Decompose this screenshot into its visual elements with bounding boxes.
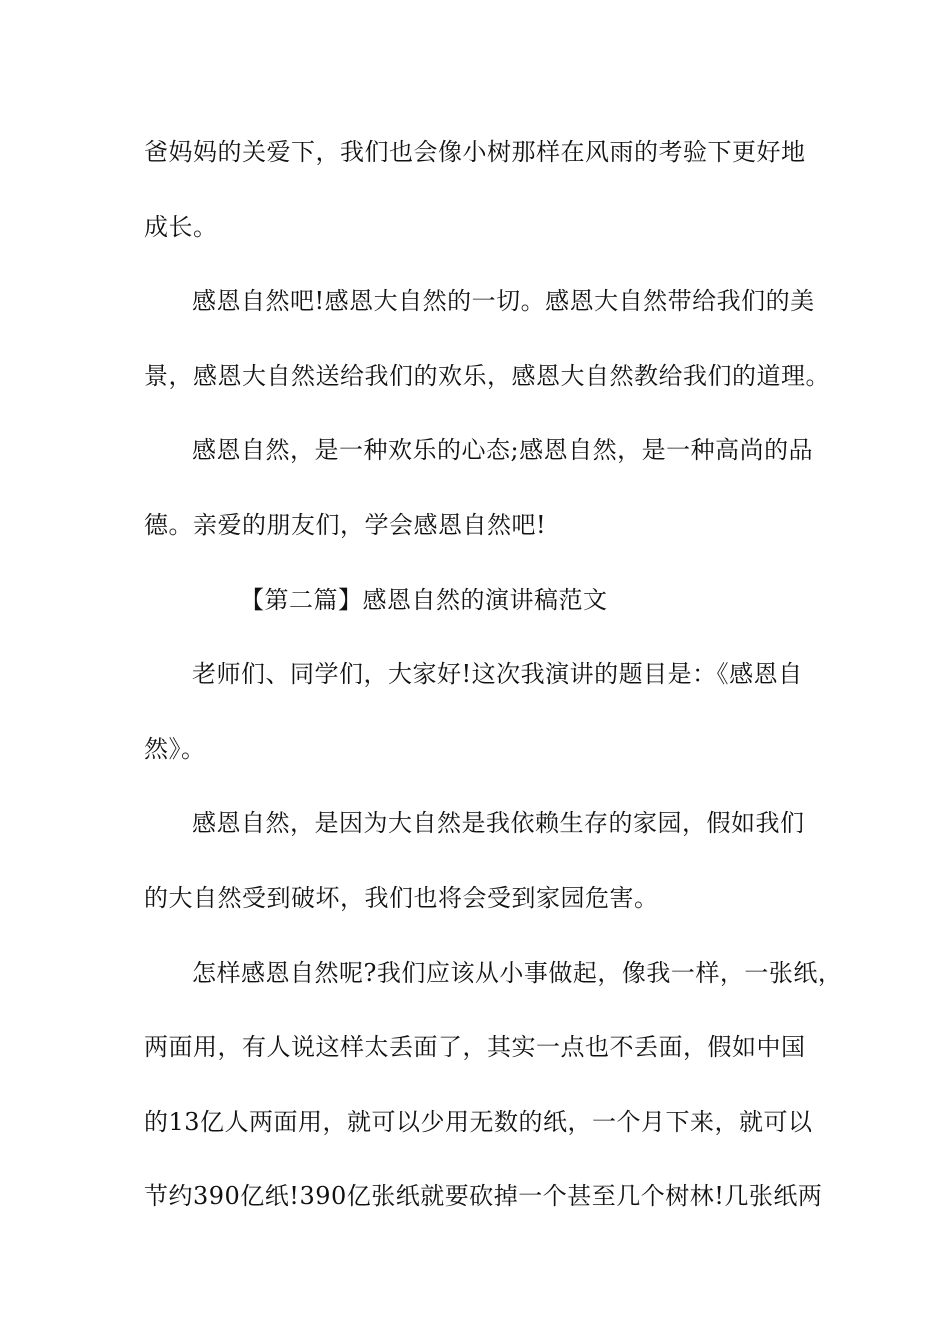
text-line: 德。亲爱的朋友们，学会感恩自然吧!: [144, 511, 547, 539]
text-line: 的大自然受到破坏，我们也将会受到家园危害。: [144, 884, 659, 912]
section-heading: 【第二篇】感恩自然的演讲稿范文: [240, 586, 608, 614]
text-line: 节约390亿纸!390亿张纸就要砍掉一个甚至几个树林!几张纸两: [144, 1182, 823, 1210]
text-line: 景，感恩大自然送给我们的欢乐，感恩大自然教给我们的道理。: [144, 362, 830, 390]
text-line: 的13亿人两面用，就可以少用无数的纸，一个月下来，就可以: [144, 1108, 813, 1136]
text-line: 爸妈妈的关爱下，我们也会像小树那样在风雨的考验下更好地: [144, 138, 806, 166]
paragraph-start: 老师们、同学们，大家好!这次我演讲的题目是：《感恩自: [192, 660, 803, 688]
text-line: 成长。: [144, 213, 218, 241]
paragraph-start: 怎样感恩自然呢?我们应该从小事做起，像我一样，一张纸，: [192, 959, 843, 987]
text-line: 两面用，有人说这样太丢面了，其实一点也不丢面，假如中国: [144, 1033, 806, 1061]
paragraph-start: 感恩自然，是因为大自然是我依赖生存的家园，假如我们: [192, 809, 805, 837]
paragraph-start: 感恩自然吧!感恩大自然的一切。感恩大自然带给我们的美: [192, 287, 815, 315]
paragraph-start: 感恩自然，是一种欢乐的心态;感恩自然，是一种高尚的品: [192, 436, 814, 464]
text-line: 然》。: [144, 735, 206, 763]
